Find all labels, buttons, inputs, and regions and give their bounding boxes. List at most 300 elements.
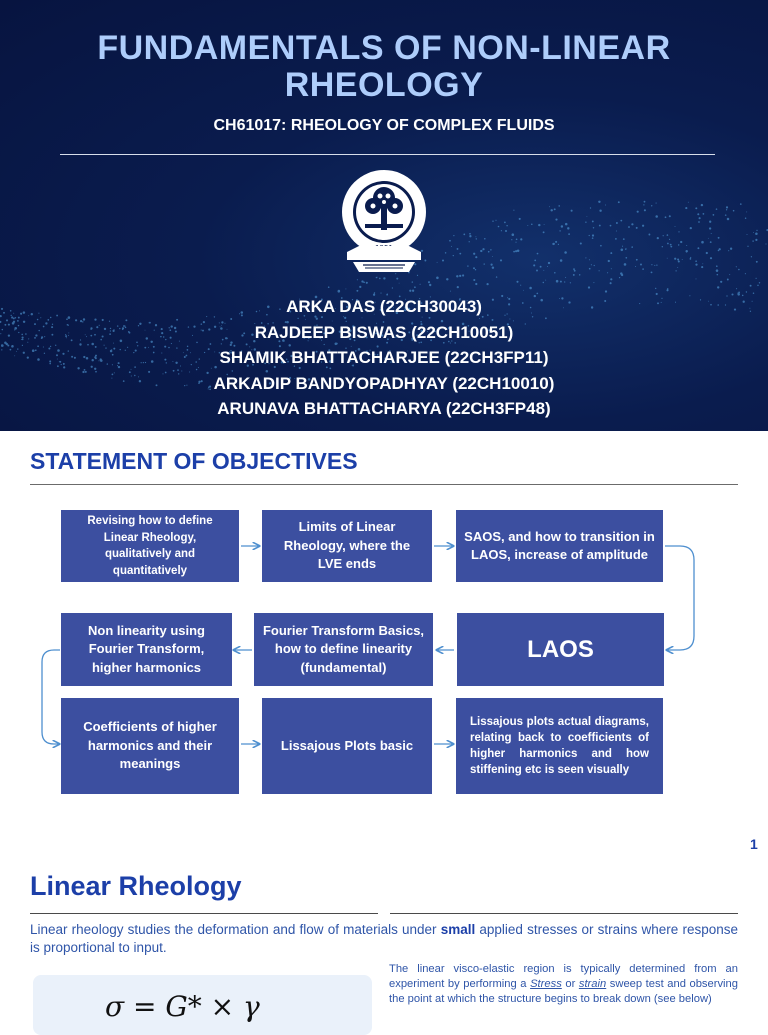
wave-particle xyxy=(451,246,452,247)
wave-particle xyxy=(513,210,514,211)
wave-particle xyxy=(710,257,712,259)
wave-particle xyxy=(543,270,544,271)
wave-particle xyxy=(565,223,568,226)
wave-particle xyxy=(733,210,735,212)
wave-particle xyxy=(516,238,518,240)
wave-particle xyxy=(501,230,502,231)
wave-particle xyxy=(457,248,459,250)
wave-particle xyxy=(746,291,747,292)
wave-particle xyxy=(550,209,552,211)
wave-particle xyxy=(654,265,655,266)
wave-particle xyxy=(453,235,454,236)
wave-particle xyxy=(701,241,704,244)
para-bold-small: small xyxy=(440,922,476,937)
wave-particle xyxy=(564,251,567,254)
wave-particle xyxy=(592,220,594,222)
wave-particle xyxy=(531,224,533,226)
wave-particle xyxy=(536,270,538,272)
wave-particle xyxy=(366,282,368,284)
wave-particle xyxy=(547,266,548,267)
wave-particle xyxy=(412,290,414,292)
wave-particle xyxy=(515,250,517,252)
wave-particle xyxy=(616,231,617,232)
objective-box-2: Limits of Linear Rheology, where the LVE ends xyxy=(262,510,432,582)
wave-particle xyxy=(446,278,448,280)
wave-particle xyxy=(753,232,754,233)
wave-particle xyxy=(515,242,516,243)
wave-particle xyxy=(702,263,703,264)
wave-particle xyxy=(618,201,620,203)
wave-particle xyxy=(665,216,667,218)
wave-particle xyxy=(414,286,416,288)
objective-box-5: Fourier Transform Basics, how to define linearity (fundamental) xyxy=(254,613,433,686)
arrow-6-7 xyxy=(42,650,60,744)
wave-particle xyxy=(598,201,600,203)
wave-particle xyxy=(727,218,730,221)
wave-particle xyxy=(605,205,606,206)
wave-particle xyxy=(746,211,747,212)
wave-particle xyxy=(517,249,520,252)
wave-particle xyxy=(695,264,697,266)
wave-particle xyxy=(716,269,719,272)
wave-particle xyxy=(697,247,699,249)
wave-particle xyxy=(599,225,601,227)
wave-particle xyxy=(631,223,633,225)
wave-particle xyxy=(644,201,646,203)
para-text-end: applied stresses or strains where response is proportional to input. xyxy=(30,922,738,955)
wave-particle xyxy=(716,265,718,267)
wave-particle xyxy=(590,207,591,208)
wave-particle xyxy=(495,220,496,221)
wave-particle xyxy=(621,249,624,252)
wave-particle xyxy=(620,272,622,274)
wave-particle xyxy=(589,268,591,270)
note-text-start: The linear visco-elastic region is typically determined from an experiment by performing a xyxy=(389,963,738,990)
wave-particle xyxy=(592,237,594,239)
wave-particle xyxy=(697,213,699,215)
wave-particle xyxy=(677,267,678,268)
wave-particle xyxy=(511,239,512,240)
wave-particle xyxy=(476,238,477,239)
wave-particle xyxy=(608,260,610,262)
wave-particle xyxy=(696,278,697,279)
wave-particle xyxy=(564,281,565,282)
note-stress-link: Stress xyxy=(530,978,562,990)
wave-particle xyxy=(642,225,644,227)
wave-particle xyxy=(585,222,586,223)
objective-box-9: Lissajous plots actual diagrams, relating back to coefficients of higher harmonics and how stiffening etc is seen visually xyxy=(456,698,663,794)
wave-particle xyxy=(670,246,672,248)
wave-particle xyxy=(475,256,477,258)
wave-particle xyxy=(379,278,381,280)
wave-particle xyxy=(610,225,612,227)
author-list xyxy=(0,294,768,422)
wave-particle xyxy=(492,220,493,221)
wave-particle xyxy=(619,277,620,278)
wave-particle xyxy=(359,286,361,288)
wave-particle xyxy=(756,261,758,263)
arrow-3-4 xyxy=(665,546,694,650)
objective-box-1: Revising how to define Linear Rheology, qualitatively and quantitatively xyxy=(61,510,239,582)
wave-particle xyxy=(568,233,570,235)
wave-particle xyxy=(429,284,431,286)
wave-particle xyxy=(504,222,506,224)
wave-particle xyxy=(667,243,669,245)
wave-particle xyxy=(725,214,727,216)
wave-particle xyxy=(726,206,728,208)
wave-particle xyxy=(573,268,575,270)
wave-particle xyxy=(573,274,575,276)
wave-particle xyxy=(695,260,697,262)
wave-particle xyxy=(428,281,430,283)
wave-particle xyxy=(500,259,502,261)
wave-particle xyxy=(690,257,691,258)
wave-particle xyxy=(713,214,715,216)
note-or: or xyxy=(561,978,579,990)
wave-particle xyxy=(625,257,627,259)
author-line: SHAMIK BHATTACHARJEE (22CH3FP11) xyxy=(219,348,549,367)
wave-particle xyxy=(561,225,563,227)
wave-particle xyxy=(449,240,451,242)
author-line: RAJDEEP BISWAS (22CH10051) xyxy=(254,322,514,342)
wave-particle xyxy=(549,206,550,207)
wave-particle xyxy=(585,257,586,258)
wave-particle xyxy=(747,234,748,235)
wave-particle xyxy=(688,202,689,203)
wave-particle xyxy=(480,250,482,252)
wave-particle xyxy=(513,251,515,253)
wave-particle xyxy=(361,280,363,282)
wave-particle xyxy=(640,264,642,266)
wave-particle xyxy=(496,276,497,277)
wave-particle xyxy=(736,288,737,289)
wave-particle xyxy=(488,251,490,253)
wave-particle xyxy=(560,281,562,283)
wave-particle xyxy=(623,238,625,240)
wave-particle xyxy=(453,255,454,256)
wave-particle xyxy=(456,275,458,277)
wave-particle xyxy=(506,225,507,226)
wave-particle xyxy=(492,256,493,257)
wave-particle xyxy=(717,274,719,276)
wave-particle xyxy=(589,259,590,260)
wave-particle xyxy=(751,256,752,257)
wave-particle xyxy=(701,266,703,268)
wave-particle xyxy=(736,266,737,267)
wave-particle xyxy=(642,268,644,270)
wave-particle xyxy=(567,227,569,229)
wave-particle xyxy=(475,269,476,270)
linear-rheology-heading: Linear Rheology xyxy=(30,871,242,901)
wave-particle xyxy=(752,240,753,241)
wave-particle xyxy=(727,279,729,281)
wave-particle xyxy=(636,259,638,261)
constitutive-equation: σ = G* × γ xyxy=(105,990,260,1023)
wave-particle xyxy=(545,280,546,281)
wave-particle xyxy=(482,248,484,250)
wave-particle xyxy=(656,203,657,204)
wave-particle xyxy=(580,242,582,244)
wave-particle xyxy=(745,273,746,274)
wave-particle xyxy=(728,250,729,251)
wave-particle xyxy=(469,241,470,242)
wave-particle xyxy=(544,224,545,225)
wave-particle xyxy=(338,290,340,292)
wave-particle xyxy=(726,209,727,210)
wave-particle xyxy=(675,270,676,271)
wave-particle xyxy=(651,271,653,273)
wave-particle xyxy=(686,252,687,253)
wave-particle xyxy=(670,244,672,246)
wave-particle xyxy=(703,213,705,215)
wave-particle xyxy=(663,235,664,236)
wave-particle xyxy=(740,203,742,205)
wave-particle xyxy=(651,264,652,265)
wave-particle xyxy=(516,281,518,283)
wave-particle xyxy=(643,204,644,205)
wave-particle xyxy=(678,231,679,232)
wave-particle xyxy=(445,252,446,253)
wave-particle xyxy=(656,264,657,265)
wave-particle xyxy=(667,234,669,236)
wave-particle xyxy=(685,207,687,209)
wave-particle xyxy=(682,259,683,260)
wave-particle xyxy=(548,262,550,264)
wave-particle xyxy=(678,260,680,262)
wave-particle xyxy=(690,227,692,229)
wave-particle xyxy=(745,217,746,218)
wave-particle xyxy=(759,282,760,283)
wave-particle xyxy=(592,234,594,236)
wave-particle xyxy=(467,265,468,266)
wave-particle xyxy=(498,226,500,228)
wave-particle xyxy=(442,259,444,261)
wave-particle xyxy=(607,272,608,273)
wave-particle xyxy=(765,243,766,244)
wave-particle xyxy=(677,258,679,260)
wave-particle xyxy=(555,241,557,243)
wave-particle xyxy=(396,278,398,280)
wave-particle xyxy=(729,274,730,275)
objective-box-laos: LAOS xyxy=(457,613,664,686)
wave-particle xyxy=(750,285,752,287)
wave-particle xyxy=(709,227,711,229)
wave-particle xyxy=(756,278,757,279)
wave-particle xyxy=(490,249,491,250)
wave-particle xyxy=(459,253,461,255)
wave-particle xyxy=(680,241,682,243)
wave-particle xyxy=(469,233,471,235)
wave-particle xyxy=(589,235,590,236)
wave-particle xyxy=(611,268,612,269)
wave-particle xyxy=(520,285,521,286)
wave-particle xyxy=(570,282,571,283)
course-subtitle: CH61017: RHEOLOGY OF COMPLEX FLUIDS xyxy=(213,117,555,134)
wave-particle xyxy=(555,219,557,221)
wave-particle xyxy=(669,215,671,217)
wave-particle xyxy=(420,284,421,285)
wave-particle xyxy=(558,244,559,245)
page-number: 1 xyxy=(750,836,758,852)
author-line: ARUNAVA BHATTACHARYA (22CH3FP48) xyxy=(217,399,551,418)
objective-box-6: Non linearity using Fourier Transform, higher harmonics xyxy=(61,613,232,686)
wave-particle xyxy=(615,238,617,240)
wave-particle xyxy=(356,290,358,292)
wave-particle xyxy=(579,274,580,275)
wave-particle xyxy=(695,207,697,209)
wave-particle xyxy=(709,221,711,223)
wave-particle xyxy=(519,218,521,220)
wave-particle xyxy=(655,288,656,289)
cover-title-line1: FUNDAMENTALS OF NON-LINEAR xyxy=(97,29,671,67)
wave-particle xyxy=(593,227,594,228)
wave-particle xyxy=(543,282,544,283)
wave-particle xyxy=(757,285,758,286)
cover-banner xyxy=(0,0,768,431)
wave-particle xyxy=(708,238,709,239)
wave-particle xyxy=(605,290,607,292)
wave-particle xyxy=(588,286,590,288)
wave-particle xyxy=(710,241,712,243)
wave-particle xyxy=(756,230,757,231)
objective-box-7: Coefficients of higher harmonics and their meanings xyxy=(61,698,239,794)
wave-particle xyxy=(669,239,670,240)
wave-particle xyxy=(512,233,515,236)
wave-particle xyxy=(644,209,646,211)
wave-particle xyxy=(624,263,627,266)
wave-particle xyxy=(529,287,532,290)
wave-particle xyxy=(699,217,701,219)
objective-box-3: SAOS, and how to transition in LAOS, increase of amplitude xyxy=(456,510,663,582)
wave-particle xyxy=(357,279,358,280)
wave-particle xyxy=(558,205,560,207)
wave-particle xyxy=(554,208,556,210)
wave-particle xyxy=(436,277,439,280)
wave-particle xyxy=(718,250,720,252)
wave-particle xyxy=(475,283,477,285)
wave-particle xyxy=(667,258,668,259)
wave-particle xyxy=(594,265,595,266)
wave-particle xyxy=(565,277,566,278)
wave-particle xyxy=(437,262,438,263)
wave-particle xyxy=(678,244,679,245)
wave-particle xyxy=(626,248,627,249)
wave-particle xyxy=(459,275,461,277)
wave-particle xyxy=(591,264,592,265)
wave-particle xyxy=(543,231,545,233)
wave-particle xyxy=(755,233,758,236)
wave-particle xyxy=(593,282,594,283)
wave-particle xyxy=(462,274,464,276)
wave-particle xyxy=(491,264,493,266)
linear-rheology-paragraph xyxy=(30,921,738,957)
wave-particle xyxy=(450,291,451,292)
objectives-divider xyxy=(30,484,738,485)
wave-particle xyxy=(718,237,720,239)
note-text-end: sweep test and observing the point at which the structure begins to break down (see below) xyxy=(389,978,738,1005)
wave-particle xyxy=(747,246,748,247)
wave-particle xyxy=(486,283,488,285)
wave-particle xyxy=(399,283,400,284)
cover-title-line2: RHEOLOGY xyxy=(284,66,484,104)
wave-particle xyxy=(392,287,393,288)
wave-particle xyxy=(475,236,476,237)
wave-particle xyxy=(527,225,528,226)
wave-particle xyxy=(520,238,522,240)
wave-particle xyxy=(537,253,539,255)
wave-particle xyxy=(412,281,413,282)
wave-particle xyxy=(622,246,623,247)
wave-particle xyxy=(651,205,652,206)
author-line: ARKA DAS (22CH30043) xyxy=(286,297,482,316)
cover-divider xyxy=(60,154,715,155)
wave-particle xyxy=(523,290,524,291)
wave-particle xyxy=(662,246,663,247)
wave-particle xyxy=(328,286,330,288)
wave-particle xyxy=(674,258,676,260)
wave-particle xyxy=(599,209,601,211)
wave-particle xyxy=(556,280,559,283)
wave-particle xyxy=(657,237,659,239)
wave-particle xyxy=(701,204,703,206)
wave-particle xyxy=(505,230,507,232)
lve-note xyxy=(389,962,738,1007)
wave-particle xyxy=(690,258,692,260)
iit-kharagpur-seal-icon xyxy=(335,168,433,276)
wave-particle xyxy=(666,289,668,291)
wave-particle xyxy=(484,263,485,264)
wave-particle xyxy=(473,253,475,255)
wave-particle xyxy=(463,234,465,236)
wave-particle xyxy=(552,243,553,244)
wave-particle xyxy=(599,270,600,271)
wave-particle xyxy=(716,208,718,210)
wave-particle xyxy=(720,281,722,283)
note-strain-link: strain xyxy=(578,978,607,990)
wave-particle xyxy=(675,226,676,227)
wave-particle xyxy=(484,238,486,240)
wave-particle xyxy=(616,222,618,224)
wave-particle xyxy=(755,239,757,241)
wave-particle xyxy=(492,266,494,268)
wave-particle xyxy=(636,227,638,229)
wave-particle xyxy=(730,248,732,250)
objectives-heading: STATEMENT OF OBJECTIVES xyxy=(30,448,358,474)
wave-particle xyxy=(706,252,708,254)
wave-particle xyxy=(648,234,650,236)
wave-particle xyxy=(383,277,385,279)
wave-particle xyxy=(738,269,740,271)
wave-particle xyxy=(628,226,630,228)
wave-particle xyxy=(533,264,535,266)
wave-particle xyxy=(540,266,542,268)
author-line: ARKADIP BANDYOPADHYAY (22CH10010) xyxy=(213,373,555,393)
section-divider-left xyxy=(30,913,378,914)
cover-title xyxy=(0,30,768,104)
wave-particle xyxy=(560,259,563,262)
wave-particle xyxy=(711,233,712,234)
wave-particle xyxy=(620,220,622,222)
wave-particle xyxy=(534,260,536,262)
wave-particle xyxy=(473,267,475,269)
wave-particle xyxy=(538,224,540,226)
wave-particle xyxy=(717,286,719,288)
wave-particle xyxy=(571,210,573,212)
wave-particle xyxy=(610,282,612,284)
wave-particle xyxy=(610,278,612,280)
wave-particle xyxy=(469,235,471,237)
wave-particle xyxy=(686,245,687,246)
